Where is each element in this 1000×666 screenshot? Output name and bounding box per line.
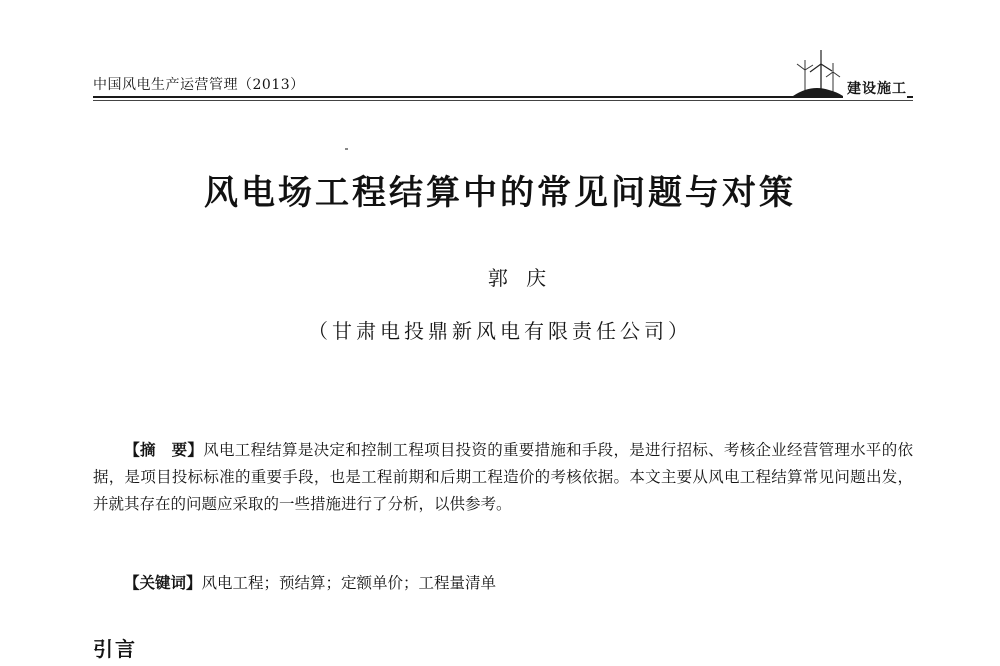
running-header xyxy=(93,74,913,106)
author-name: 郭 庆 xyxy=(487,266,553,290)
section-label: 建设施工 xyxy=(843,78,907,98)
header-rule xyxy=(93,96,913,98)
author-affiliation: （甘肃电投鼎新风电有限责任公司） xyxy=(308,319,692,343)
keywords-label: 【关键词】 xyxy=(124,573,202,592)
keywords xyxy=(124,571,904,593)
header-rule-thin xyxy=(93,100,913,101)
keywords-text: 风电工程；预结算；定额单价；工程量清单 xyxy=(201,574,497,592)
section-heading-introduction: 引言 xyxy=(93,637,137,661)
article-title: 风电场工程结算中的常见问题与对策 xyxy=(204,173,796,213)
journal-title: 中国风电生产运营管理（2013） xyxy=(93,77,305,93)
abstract-text: 风电工程结算是决定和控制工程项目投资的重要措施和手段，是进行招标、考核企业经营管理水平的依据，是项目投标标准的重要手段，也是工程前期和后期工程造价的考核依据。本文主要从风电工程结算常见问题出发，并就其存在的问题应采取的一些措施进行了分析，以供参考。 xyxy=(93,441,913,513)
scan-speck xyxy=(345,148,348,150)
abstract-label: 【摘 要】 xyxy=(124,440,204,459)
abstract xyxy=(93,436,913,518)
wind-turbine-icon xyxy=(791,48,843,98)
